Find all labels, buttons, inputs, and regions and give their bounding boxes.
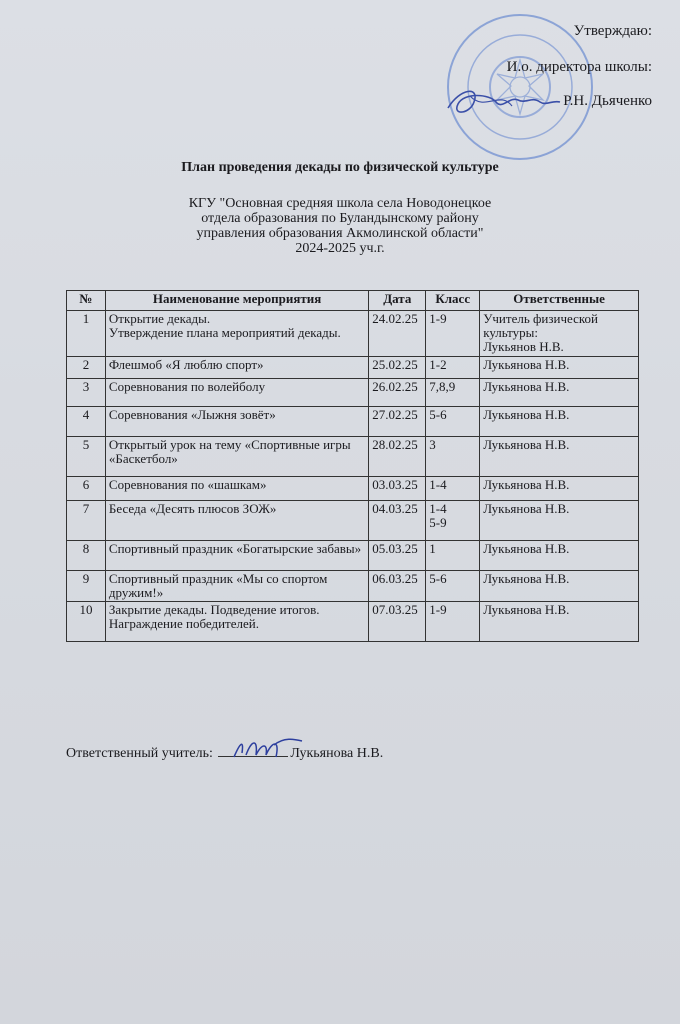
table-row	[67, 541, 639, 571]
footer-teacher-name: Лукьянова Н.В.	[290, 746, 384, 761]
cell-num: 9	[67, 571, 106, 602]
header-responsible: Ответственные	[480, 291, 639, 311]
cell-responsible: Лукьянова Н.В.	[480, 437, 639, 477]
table-row	[67, 602, 639, 642]
academic-year: 2024-2025 уч.г.	[295, 241, 385, 256]
cell-num: 3	[67, 379, 106, 407]
cell-event-name: Флешмоб «Я люблю спорт»	[105, 357, 368, 379]
cell-num: 1	[67, 311, 106, 357]
cell-event-name: Открытие декады. Утверждение плана мероприятий декады.	[105, 311, 368, 357]
cell-responsible: Лукьянова Н.В.	[480, 379, 639, 407]
org-line-3: управления образования Акмолинской области"	[196, 226, 484, 241]
cell-date: 06.03.25	[369, 571, 426, 602]
table-row	[67, 571, 639, 602]
cell-class: 5-6	[426, 571, 480, 602]
cell-class: 1-4	[426, 477, 480, 501]
table-header-row	[67, 291, 639, 311]
cell-event-name: Закрытие декады. Подведение итогов. Награждение победителей.	[105, 602, 368, 642]
table-row	[67, 357, 639, 379]
cell-event-name: Соревнования по волейболу	[105, 379, 368, 407]
cell-date: 27.02.25	[369, 407, 426, 437]
header-num: №	[67, 291, 106, 311]
approval-block	[507, 24, 652, 114]
cell-num: 7	[67, 501, 106, 541]
cell-date: 25.02.25	[369, 357, 426, 379]
cell-class: 1-4 5-9	[426, 501, 480, 541]
organization-block	[0, 196, 680, 256]
cell-date: 28.02.25	[369, 437, 426, 477]
cell-responsible: Лукьянова Н.В.	[480, 501, 639, 541]
cell-num: 5	[67, 437, 106, 477]
cell-event-name: Беседа «Десять плюсов ЗОЖ»	[105, 501, 368, 541]
cell-event-name: Спортивный праздник «Богатырские забавы»	[105, 541, 368, 571]
cell-num: 6	[67, 477, 106, 501]
approval-line-1: Утверждаю:	[573, 23, 652, 39]
header-date: Дата	[369, 291, 426, 311]
table-row	[67, 501, 639, 541]
cell-responsible: Лукьянова Н.В.	[480, 407, 639, 437]
cell-date: 03.03.25	[369, 477, 426, 501]
events-table	[66, 290, 639, 642]
cell-date: 24.02.25	[369, 311, 426, 357]
cell-class: 1	[426, 541, 480, 571]
org-line-2: отдела образования по Буландынскому району	[201, 211, 479, 226]
cell-class: 1-2	[426, 357, 480, 379]
cell-class: 7,8,9	[426, 379, 480, 407]
cell-class: 5-6	[426, 407, 480, 437]
cell-responsible: Лукьянова Н.В.	[480, 602, 639, 642]
approval-line-3: Р.Н. Дьяченко	[563, 93, 652, 109]
document-title: План проведения декады по физической культуре	[181, 160, 499, 175]
cell-event-name: Спортивный праздник «Мы со спортом дружим!»	[105, 571, 368, 602]
cell-num: 10	[67, 602, 106, 642]
table-row	[67, 379, 639, 407]
cell-responsible: Лукьянова Н.В.	[480, 477, 639, 501]
cell-responsible: Учитель физической культуры: Лукьянов Н.В.	[480, 311, 639, 357]
cell-class: 3	[426, 437, 480, 477]
cell-num: 2	[67, 357, 106, 379]
teacher-signature	[228, 733, 308, 765]
cell-date: 04.03.25	[369, 501, 426, 541]
cell-event-name: Соревнования «Лыжня зовёт»	[105, 407, 368, 437]
responsible-teacher	[66, 746, 383, 762]
table-row	[67, 407, 639, 437]
approval-line-2: И.о. директора школы:	[506, 59, 652, 75]
cell-num: 4	[67, 407, 106, 437]
table-row	[67, 477, 639, 501]
cell-date: 05.03.25	[369, 541, 426, 571]
cell-date: 26.02.25	[369, 379, 426, 407]
cell-event-name: Соревнования по «шашкам»	[105, 477, 368, 501]
cell-responsible: Лукьянова Н.В.	[480, 357, 639, 379]
cell-class: 1-9	[426, 602, 480, 642]
cell-event-name: Открытый урок на тему «Спортивные игры «Баскетбол»	[105, 437, 368, 477]
header-class: Класс	[426, 291, 480, 311]
cell-num: 8	[67, 541, 106, 571]
header-name: Наименование мероприятия	[105, 291, 368, 311]
cell-date: 07.03.25	[369, 602, 426, 642]
cell-responsible: Лукьянова Н.В.	[480, 541, 639, 571]
footer-label: Ответственный учитель:	[66, 746, 213, 761]
table-row	[67, 311, 639, 357]
cell-class: 1-9	[426, 311, 480, 357]
org-line-1: КГУ "Основная средняя школа села Новодонецкое	[188, 196, 492, 211]
table-body	[67, 311, 639, 642]
cell-responsible: Лукьянова Н.В.	[480, 571, 639, 602]
table-row	[67, 437, 639, 477]
